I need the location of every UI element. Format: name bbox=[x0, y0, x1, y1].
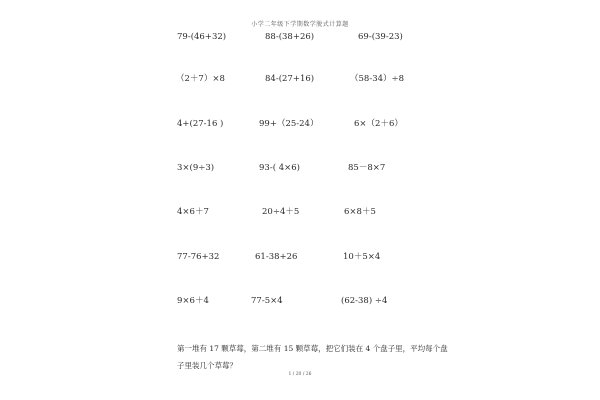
problem-expression: （2＋7）×8 bbox=[176, 74, 225, 84]
problem-expression: 79-(46+32) bbox=[177, 32, 227, 42]
problem-row bbox=[0, 118, 600, 132]
problem-expression: 6×（2＋6） bbox=[354, 119, 403, 129]
problem-expression: 9×6＋4 bbox=[177, 296, 209, 306]
problem-expression: 93-( 4×6) bbox=[259, 163, 300, 173]
problem-expression: (62-38) ÷4 bbox=[341, 296, 388, 306]
word-problem-line: 子里装几个草莓？ bbox=[177, 361, 237, 370]
page-title: 小学二年级下学期数学脱式计算题 bbox=[251, 21, 349, 28]
problem-expression: 88-(38+26) bbox=[265, 32, 315, 42]
problem-row bbox=[0, 206, 600, 220]
problem-expression: 85－8×7 bbox=[348, 163, 386, 173]
word-problem-line: 第一堆有 17 颗草莓，第二堆有 15 颗草莓，把它们装在 4 个盘子里，平均每个盘 bbox=[177, 344, 448, 353]
problem-expression: 61-38+26 bbox=[255, 252, 298, 262]
problem-expression: 4+(27-16 ) bbox=[177, 119, 224, 129]
problem-expression: 77-76+32 bbox=[177, 252, 220, 262]
problem-expression: 99+（25-24） bbox=[259, 119, 319, 129]
problem-expression: 6×8＋5 bbox=[344, 207, 376, 217]
problem-expression: 84-(27+16) bbox=[265, 74, 315, 84]
problem-row bbox=[0, 251, 600, 265]
problem-expression: （58-34）÷8 bbox=[350, 74, 405, 84]
word-problem bbox=[177, 340, 448, 374]
problem-row bbox=[0, 162, 600, 176]
page-number: 1 / 20 / 26 bbox=[288, 372, 312, 377]
problem-expression: 10＋5×4 bbox=[343, 252, 381, 262]
problem-expression: 3×(9÷3) bbox=[177, 163, 215, 173]
problem-expression: 4×6＋7 bbox=[177, 207, 209, 217]
problem-expression: 20÷4＋5 bbox=[262, 207, 300, 217]
problem-row bbox=[0, 73, 600, 87]
problem-expression: 77-5×4 bbox=[251, 296, 283, 306]
problem-row bbox=[0, 295, 600, 309]
problem-expression: 69-(39-23) bbox=[358, 32, 403, 42]
problem-row bbox=[0, 31, 600, 45]
